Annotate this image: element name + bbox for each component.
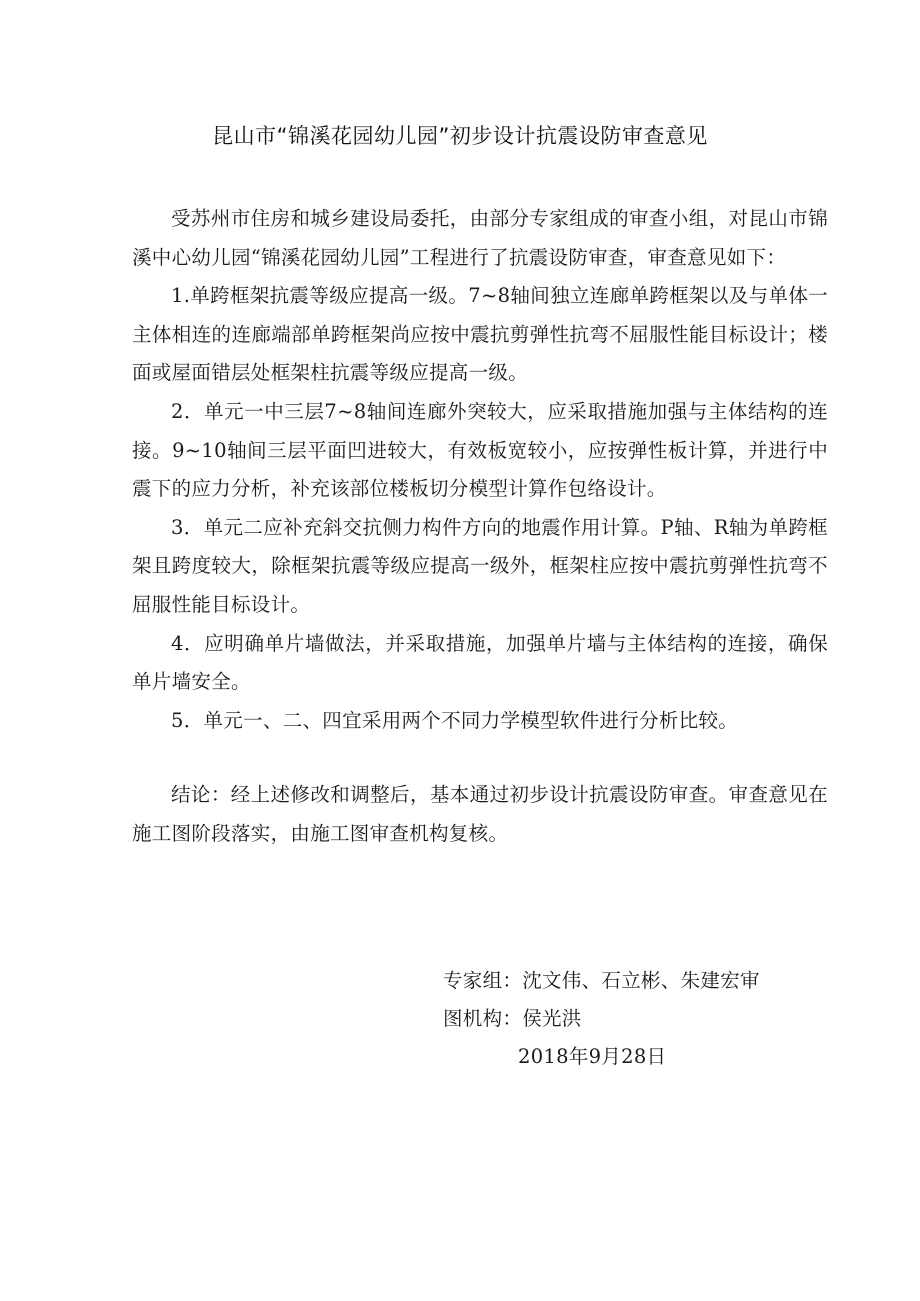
- document-body: [132, 200, 828, 854]
- opinion-item-3: 3．单元二应补充斜交抗侧力构件方向的地震作用计算。P轴、R轴为单跨框架且跨度较大，除框架抗震等级应提高一级外，框架柱应按中震抗剪弹性抗弯不屈服性能目标设计。: [132, 515, 828, 616]
- opinion-item-2: 2．单元一中三层7~8轴间连廊外突较大，应采取措施加强与主体结构的连接。9~10轴间三层平面凹进较大，有效板宽较小，应按弹性板计算，并进行中震下的应力分析，补充该部位楼板切分模型计算作包络设计。: [132, 399, 828, 501]
- signature-date: 2018年9月28日: [518, 1045, 667, 1068]
- expert-group-line: 专家组：沈文伟、石立彬、朱建宏审: [443, 969, 760, 992]
- opinion-item-1: 1.单跨框架抗震等级应提高一级。7~8轴间独立连廊单跨框架以及与单体一主体相连的连廊端部单跨框架尚应按中震抗剪弹性抗弯不屈服性能目标设计；楼面或屋面错层处框架柱抗震等级应提高一级。: [132, 284, 828, 385]
- intro-paragraph: 受苏州市住房和城乡建设局委托，由部分专家组成的审查小组，对昆山市锦溪中心幼儿园“锦溪花园幼儿园”工程进行了抗震设防审查，审查意见如下：: [132, 207, 828, 269]
- conclusion-paragraph: 结论：经上述修改和调整后，基本通过初步设计抗震设防审查。审查意见在施工图阶段落实，由施工图审查机构复核。: [132, 783, 828, 845]
- opinion-item-5: 5．单元一、二、四宜采用两个不同力学模型软件进行分析比较。: [171, 708, 739, 732]
- opinion-item-4: 4．应明确单片墙做法，并采取措施，加强单片墙与主体结构的连接，确保单片墙安全。: [132, 631, 828, 694]
- review-agency-line: 图机构：侯光洪: [443, 1007, 582, 1030]
- document-title: 昆山市“锦溪花园幼儿园”初步设计抗震设防审查意见: [212, 124, 708, 148]
